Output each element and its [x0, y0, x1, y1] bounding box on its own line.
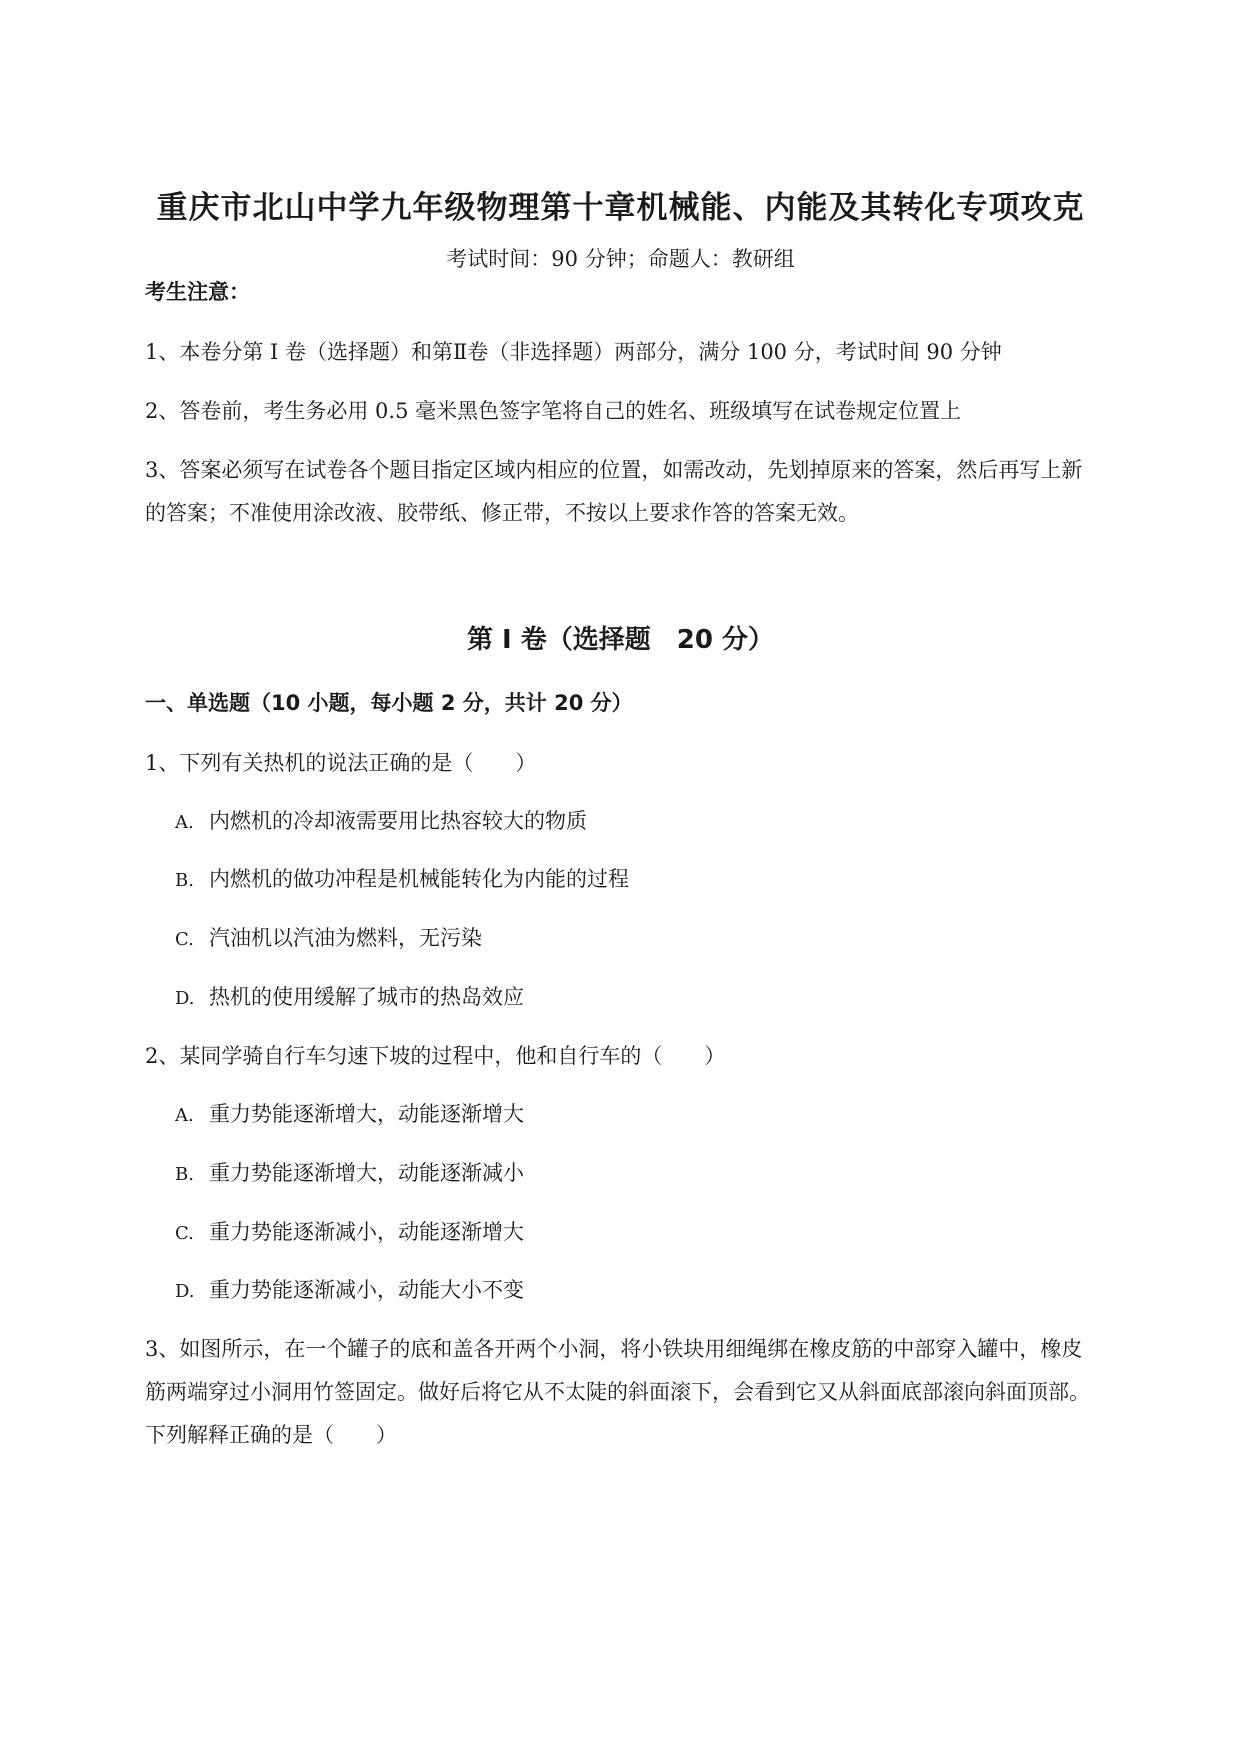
exam-subtitle: 考试时间：90 分钟；命题人：教研组 [446, 247, 795, 271]
option-text: 重力势能逐渐减小，动能大小不变 [209, 1278, 524, 1302]
option-letter: A. [175, 1105, 194, 1126]
answer-option [175, 1158, 524, 1190]
question-stem: 3、如图所示，在一个罐子的底和盖各开两个小洞，将小铁块用细绳绑在橡皮筋的中部穿入罐中，橡皮 [145, 1337, 1083, 1361]
option-text: 内燃机的冷却液需要用比热容较大的物质 [209, 809, 587, 833]
part-heading: 一、单选题（10 小题，每小题 2 分，共计 20 分） [145, 691, 633, 715]
answer-option [175, 1275, 524, 1307]
section-title: 第 I 卷（选择题 20 分） [466, 625, 774, 655]
answer-option [175, 923, 482, 955]
exam-title: 重庆市北山中学九年级物理第十章机械能、内能及其转化专项攻克 [156, 190, 1085, 226]
answer-option [175, 864, 629, 896]
notice-item: 3、答案必须写在试卷各个题目指定区域内相应的位置，如需改动，先划掉原来的答案，然后再写上新 [145, 458, 1083, 482]
option-text: 热机的使用缓解了城市的热岛效应 [209, 985, 524, 1009]
question-stem: 2、某同学骑自行车匀速下坡的过程中，他和自行车的（ ） [145, 1044, 726, 1068]
option-letter: C. [175, 1223, 194, 1244]
question-stem: 1、下列有关热机的说法正确的是（ ） [145, 751, 537, 775]
option-text: 内燃机的做功冲程是机械能转化为内能的过程 [209, 867, 629, 891]
notice-item: 2、答卷前，考生务必用 0.5 毫米黑色签字笔将自己的姓名、班级填写在试卷规定位置上 [145, 399, 962, 423]
option-text: 重力势能逐渐增大，动能逐渐增大 [209, 1102, 524, 1126]
option-letter: A. [175, 812, 194, 833]
option-letter: D. [175, 1281, 195, 1302]
notice-item-continuation: 的答案；不准使用涂改液、胶带纸、修正带，不按以上要求作答的答案无效。 [145, 501, 859, 525]
question-stem-continuation: 筋两端穿过小洞用竹签固定。做好后将它从不太陡的斜面滚下，会看到它又从斜面底部滚向斜面顶部。 [145, 1380, 1090, 1404]
question-stem-continuation: 下列解释正确的是（ ） [145, 1423, 397, 1447]
option-text: 汽油机以汽油为燃料，无污染 [209, 926, 482, 950]
answer-option [175, 1099, 524, 1131]
option-letter: C. [175, 929, 194, 950]
answer-option [175, 1217, 524, 1249]
option-letter: D. [175, 988, 195, 1009]
option-letter: B. [175, 1164, 194, 1185]
option-text: 重力势能逐渐减小，动能逐渐增大 [209, 1220, 524, 1244]
answer-option [175, 982, 524, 1014]
notice-item: 1、本卷分第 I 卷（选择题）和第Ⅱ卷（非选择题）两部分，满分 100 分，考试时间 90 分钟 [145, 340, 1002, 364]
option-letter: B. [175, 870, 194, 891]
answer-option [175, 806, 587, 838]
notice-heading: 考生注意： [145, 280, 250, 304]
option-text: 重力势能逐渐增大，动能逐渐减小 [209, 1161, 524, 1185]
